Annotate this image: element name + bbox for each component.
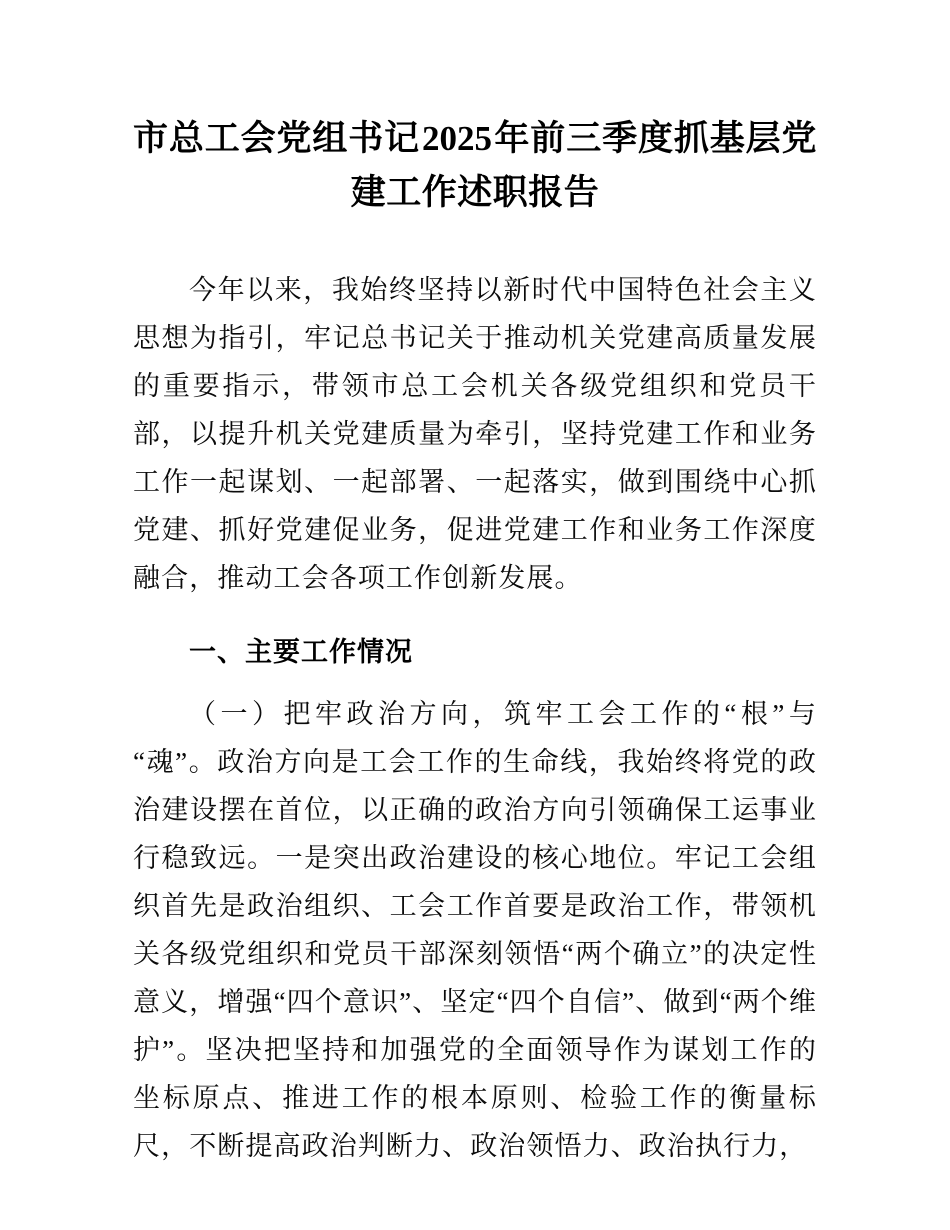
- paragraph-intro: 今年以来，我始终坚持以新时代中国特色社会主义思想为指引，牢记总书记关于推动机关党建高质量发展的重要指示，带领市总工会机关各级党组织和党员干部，以提升机关党建质量为牵引，坚持党建工作和业务工作一起谋划、一起部署、一起落实，做到围绕中心抓党建、抓好党建促业务，促进党建工作和业务工作深度融合，推动工会各项工作创新发展。: [133, 275, 817, 593]
- spacer: [133, 676, 817, 690]
- page-title-year: 2025: [422, 119, 493, 158]
- section-heading-1: 一、主要工作情况: [189, 637, 413, 667]
- page-title: [0, 0, 950, 220]
- paragraph-section-1-item-1: （一）把牢政治方向，筑牢工会工作的“根”与“魂”。政治方向是工会工作的生命线，我始终将党的政治建设摆在首位，以正确的政治方向引领确保工运事业行稳致远。一是突出政治建设的核心地位。牢记工会组织首先是政治组织、工会工作首要是政治工作，带领机关各级党组织和党员干部深刻领悟“两个确立”的决定性意义，增强“四个意识”、坚定“四个自信”、做到“两个维护”。坚决把坚持和加强党的全面领导作为谋划工作的坐标原点、推进工作的根本原则、检验工作的衡量标尺，不断提高政治判断力、政治领悟力、政治执行力，: [133, 699, 817, 1161]
- spacer: [133, 602, 817, 628]
- document-body: [0, 266, 950, 1170]
- page-title-part-before-year: 市总工会党组书记: [133, 119, 421, 158]
- page-title-part-after-year: 年前三季度抓基层党建工作述职报告: [350, 119, 817, 212]
